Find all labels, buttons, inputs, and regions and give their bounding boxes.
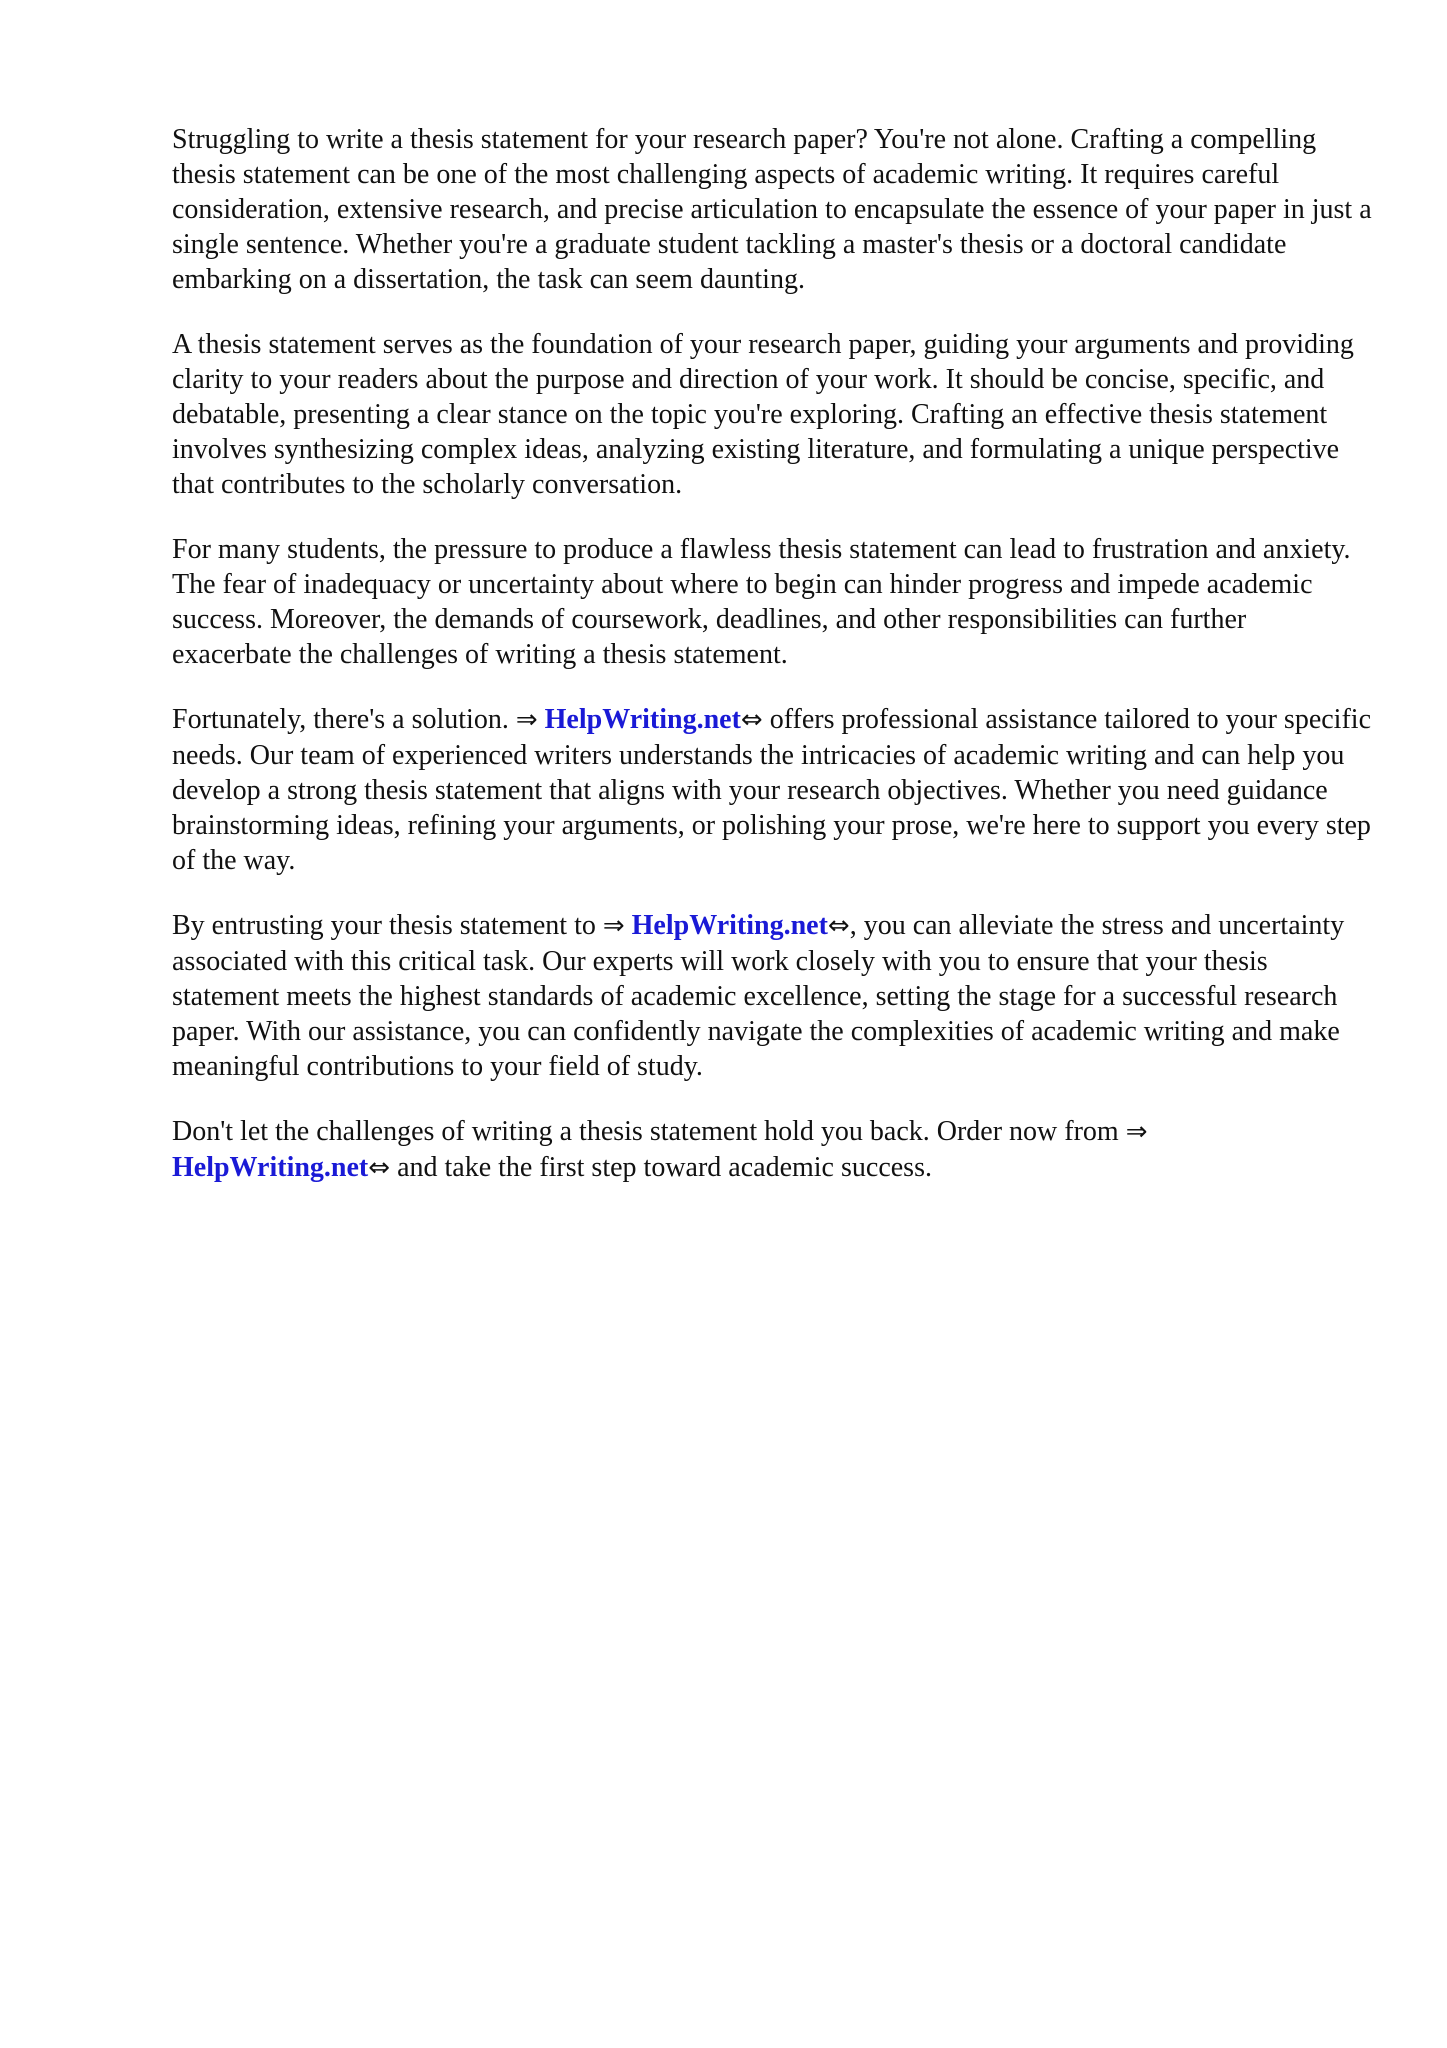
right-double-arrow-icon: ⇒: [515, 705, 538, 735]
paragraph-text: , you can alleviate the stress and uncertainty associated with this critical task. Our experts will work closely with you to ensure that your thesis statement meets the highest standards of academic excellence, setting the stage for a successful research paper. With our assistance, you can confidently navigate the complexities of academic writing and make meaningful contributions to your field of study.: [172, 910, 1345, 1082]
helpwriting-link-group: [603, 910, 850, 941]
paragraph-text: Don't let the challenges of writing a thesis statement hold you back. Order now from: [172, 1116, 1126, 1147]
paragraph-thesis-foundation: A thesis statement serves as the foundation of your research paper, guiding your arguments and providing clarity to your readers about the purpose and direction of your work. It should be concise, specific, and debatable, presenting a clear stance on the topic you're exploring. Crafting an effective thesis statement involves synthesizing complex ideas, analyzing existing literature, and formulating a unique perspective that contributes to the scholarly conversation.: [172, 329, 1354, 500]
paragraph-solution: [172, 702, 1372, 878]
helpwriting-link-group: [172, 1152, 390, 1183]
helpwriting-link[interactable]: HelpWriting.net: [631, 910, 828, 941]
paragraph-text: offers professional assistance tailored to your specific needs. Our team of experienced writers understands the intricacies of academic writing and can help you develop a strong thesis statement that aligns with your research objectives. Whether you need guidance brainstorming ideas, refining your arguments, or polishing your prose, we're here to support you every step of the way.: [172, 704, 1371, 876]
left-right-double-arrow-icon: ⇔: [368, 1153, 391, 1183]
helpwriting-link-group: [516, 704, 763, 735]
right-double-arrow-icon: ⇒: [1125, 1117, 1148, 1147]
paragraph-intro: Struggling to write a thesis statement for your research paper? You're not alone. Crafting a compelling thesis statement can be one of the most challenging aspects of academic writing. It requires careful consideration, extensive research, and precise articulation to encapsulate the essence of your paper in just a single sentence. Whether you're a graduate student tackling a master's thesis or a doctoral candidate embarking on a dissertation, the task can seem daunting.: [172, 124, 1372, 295]
right-double-arrow-icon: ⇒: [602, 911, 625, 941]
paragraph-entrusting: [172, 908, 1372, 1084]
document-body: [172, 122, 1372, 1216]
paragraph-student-pressure: For many students, the pressure to produce a flawless thesis statement can lead to frustration and anxiety. The fear of inadequacy or uncertainty about where to begin can hinder progress and impede academic success. Moreover, the demands of coursework, deadlines, and other responsibilities can further exacerbate the challenges of writing a thesis statement.: [172, 534, 1351, 670]
helpwriting-link[interactable]: HelpWriting.net: [544, 704, 741, 735]
left-right-double-arrow-icon: ⇔: [827, 911, 850, 941]
paragraph-text: By entrusting your thesis statement to: [172, 910, 603, 941]
left-right-double-arrow-icon: ⇔: [740, 705, 763, 735]
paragraph-call-to-action: [172, 1114, 1372, 1186]
paragraph-text: and take the first step toward academic success.: [390, 1152, 932, 1183]
paragraph-text: Fortunately, there's a solution.: [172, 704, 516, 735]
helpwriting-link[interactable]: HelpWriting.net: [172, 1152, 369, 1183]
